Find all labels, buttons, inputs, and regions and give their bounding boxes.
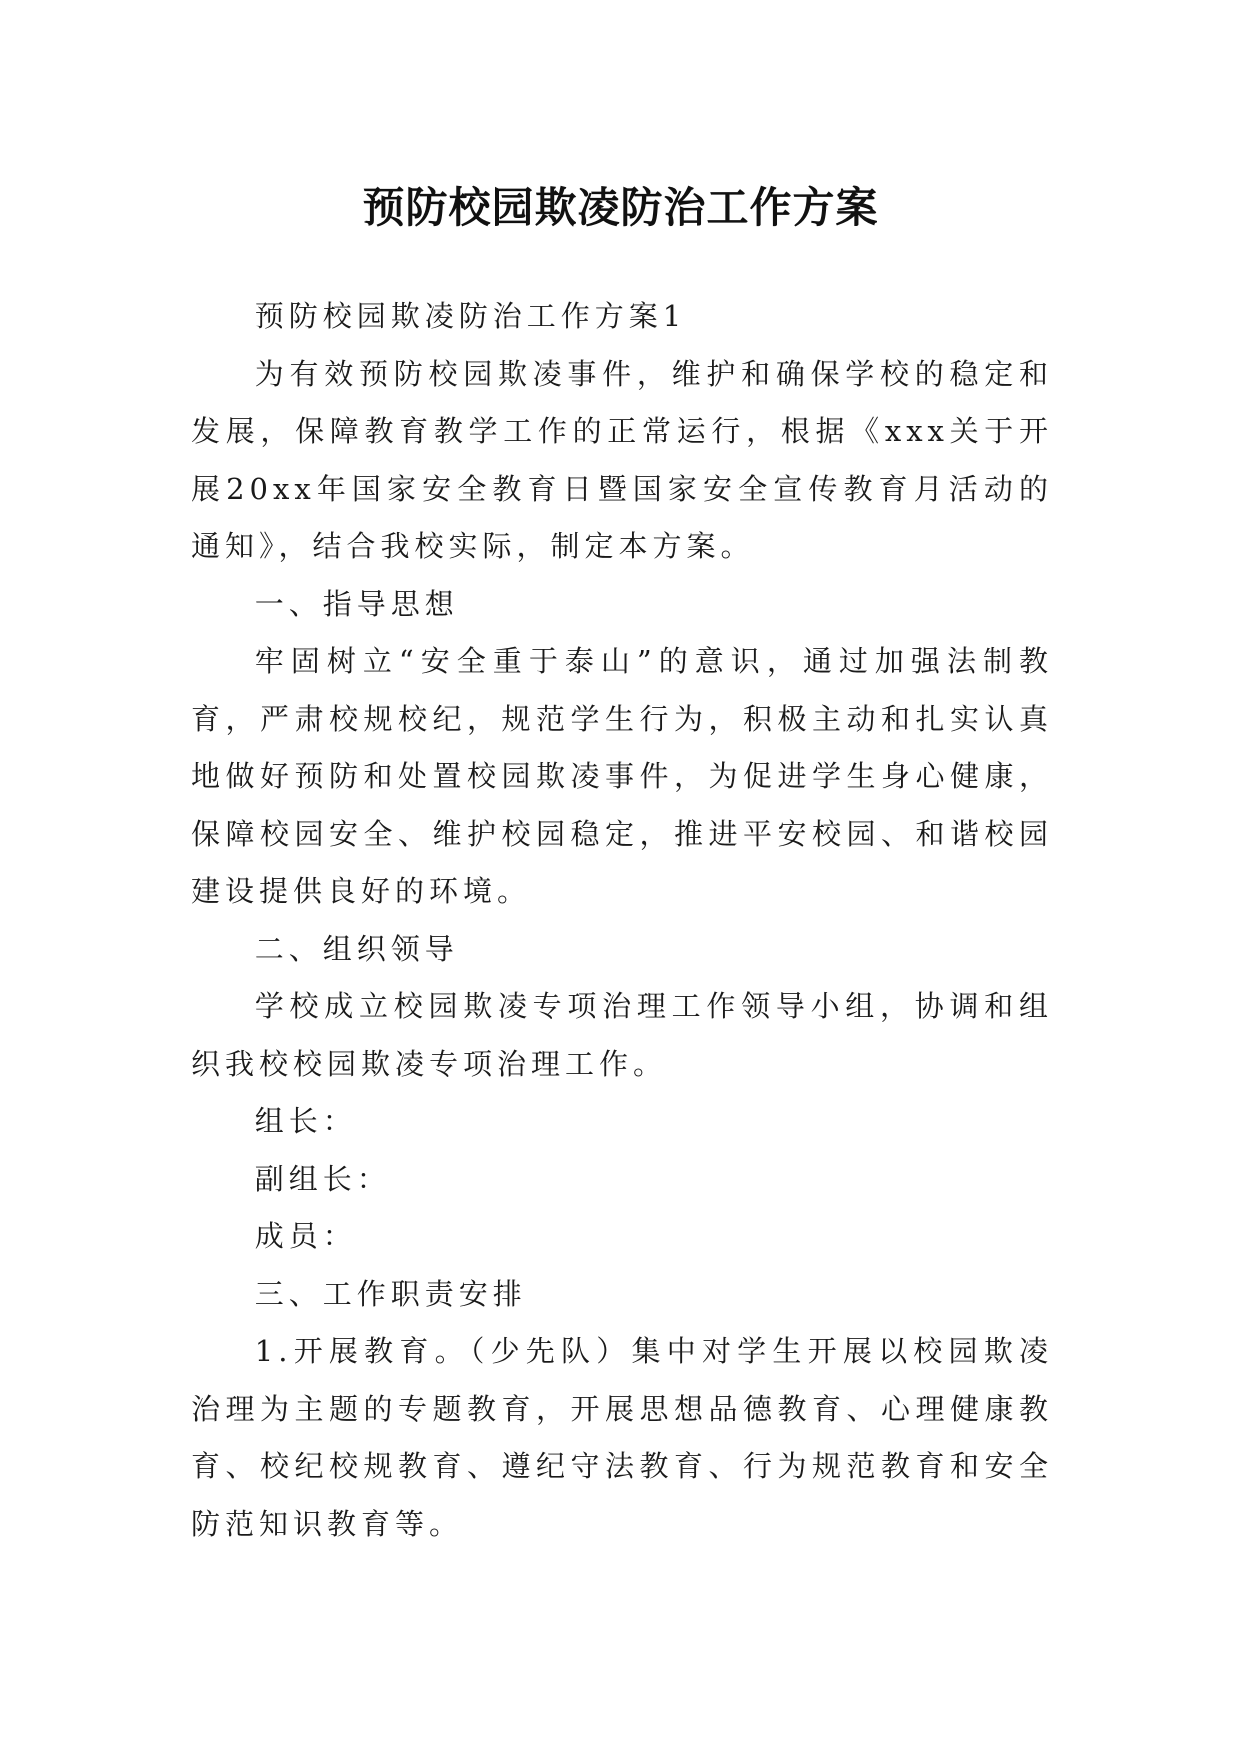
subtitle-paragraph: 预防校园欺凌防治工作方案1 (254, 299, 687, 333)
section-heading-leadership: 二、组织领导 (254, 931, 459, 966)
guiding-thought-paragraph: 牢固树立“安全重于泰山”的意识，通过加强法制教育，严肃校规校纪，规范学生行为，积极主动和扎实认真地做好预防和处置校园欺凌事件，为促进学生身心健康，保障校园安全、维护校园稳定，推进平安校园、和谐校园建设提供良好的环境。 (191, 644, 1053, 908)
section-heading-guiding-thought: 一、指导思想 (254, 586, 459, 621)
leader-line: 组长： (254, 1104, 357, 1138)
document-body (191, 288, 1053, 1553)
members-line: 成员： (254, 1219, 357, 1253)
section-heading-responsibilities: 三、工作职责安排 (254, 1276, 527, 1311)
leadership-paragraph: 学校成立校园欺凌专项治理工作领导小组，协调和组织我校校园欺凌专项治理工作。 (191, 989, 1053, 1081)
deputy-leader-line: 副组长： (254, 1161, 391, 1196)
education-paragraph: 1.开展教育。（少先队）集中对学生开展以校园欺凌治理为主题的专题教育，开展思想品德教育、心理健康教育、校纪校规教育、遵纪守法教育、行为规范教育和安全防范知识教育等。 (191, 1334, 1053, 1541)
intro-paragraph: 为有效预防校园欺凌事件，维护和确保学校的稳定和发展，保障教育教学工作的正常运行，根据《xxx关于开展20xx年国家安全教育日暨国家安全宣传教育月活动的通知》，结合我校实际，制定本方案。 (191, 356, 1053, 563)
document-title: 预防校园欺凌防治工作方案 (362, 183, 879, 233)
